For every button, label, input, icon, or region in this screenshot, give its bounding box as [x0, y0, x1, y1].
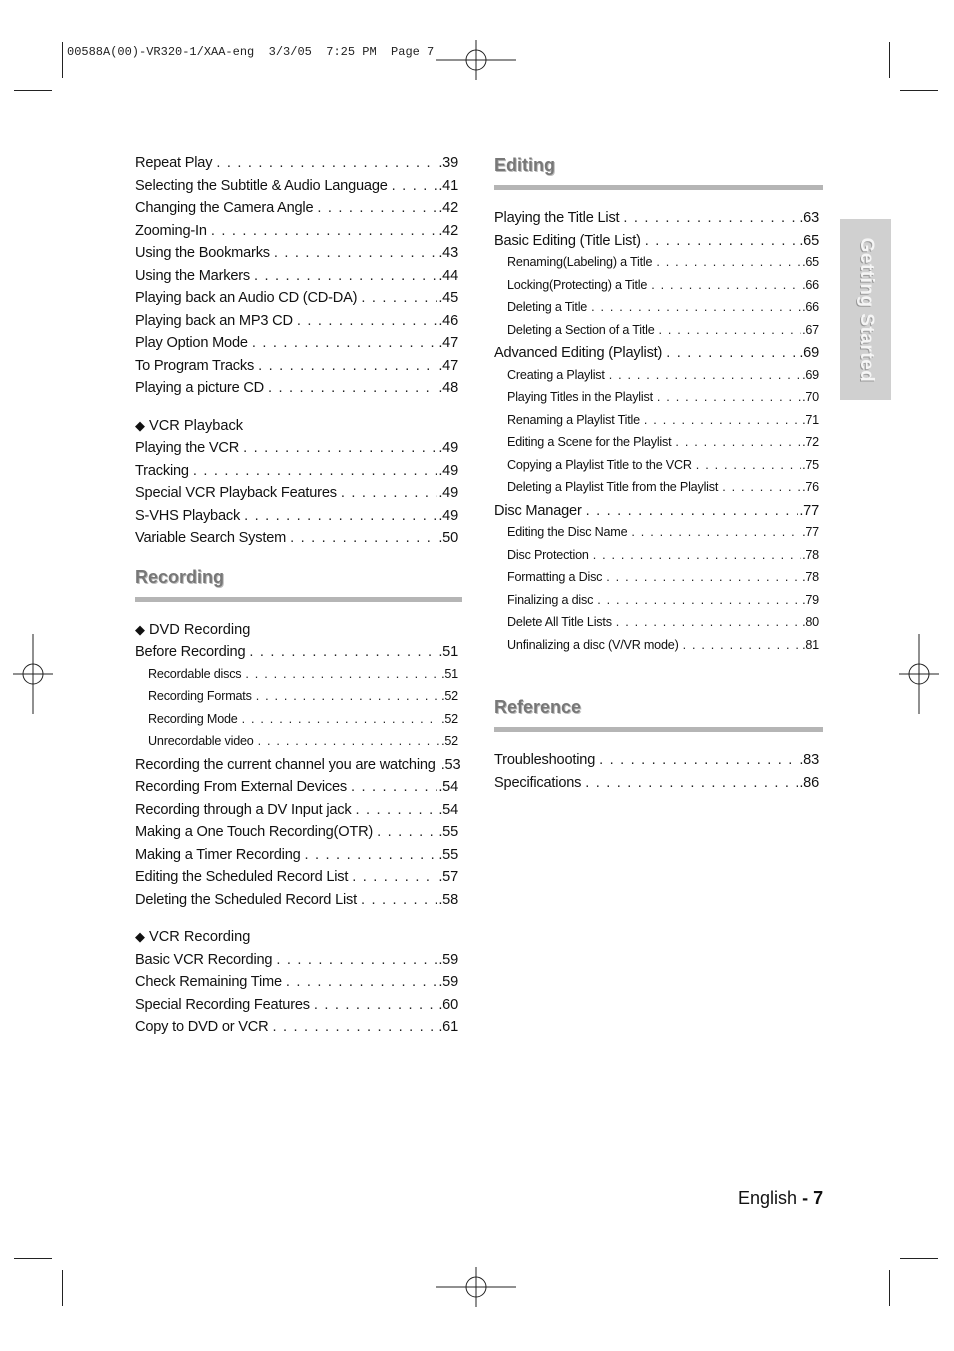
toc-entry-page: .83 [799, 752, 819, 768]
toc-entry-page: .86 [799, 774, 819, 791]
toc-entry-page: .42 [438, 200, 458, 216]
toc-entry [494, 458, 823, 481]
toc-entry-title: Playing back an MP3 CD [135, 312, 293, 329]
toc-entry [135, 313, 462, 336]
toc-entry-title: Finalizing a disc [507, 592, 594, 607]
toc-entry-page: .66 [802, 300, 819, 314]
toc-entry [135, 644, 462, 667]
crop-mark [889, 42, 890, 78]
dot-leader [341, 485, 437, 501]
toc-entry-page: .51 [438, 644, 458, 660]
dvd-recording-list [135, 644, 462, 914]
dot-leader [244, 508, 437, 524]
toc-entry-page: .49 [438, 507, 458, 524]
toc-entry-page: .79 [802, 592, 819, 607]
toc-entry [494, 233, 823, 256]
dot-leader [352, 869, 437, 885]
diamond-bullet-icon: ◆ [135, 417, 145, 433]
crop-mark [900, 1258, 938, 1259]
toc-entry-title: Using the Bookmarks [135, 245, 270, 261]
toc-entry-title: Advanced Editing (Playlist) [494, 345, 663, 361]
dot-leader [211, 223, 438, 239]
registration-mark-icon [436, 1267, 516, 1307]
toc-entry [135, 802, 462, 825]
toc-entry [494, 278, 823, 301]
toc-entry-page: .63 [799, 210, 819, 226]
registration-mark-icon [899, 634, 939, 714]
dvd-recording-subheading: ◆ DVD Recording [135, 621, 251, 638]
dot-leader [361, 290, 437, 306]
toc-entry-page: .65 [799, 232, 819, 249]
toc-entry-title: Editing the Disc Name [507, 525, 628, 539]
dot-leader [609, 368, 801, 382]
registration-mark-icon [13, 634, 53, 714]
dot-leader [272, 1019, 437, 1035]
toc-entry-title: Unfinalizing a disc (V/VR mode) [507, 637, 679, 652]
toc-entry-title: Delete All Title Lists [507, 615, 612, 629]
dot-leader [683, 638, 801, 652]
toc-entry-page: .41 [438, 177, 458, 194]
toc-entry [135, 847, 462, 870]
footer-separator: - [802, 1188, 809, 1208]
toc-entry [494, 525, 823, 548]
toc-entry [135, 290, 462, 313]
toc-entry-title: Disc Protection [507, 547, 589, 562]
toc-entry-title: Check Remaining Time [135, 974, 282, 990]
toc-entry-title: Special VCR Playback Features [135, 485, 337, 501]
toc-entry [494, 413, 823, 436]
crop-mark [889, 1270, 890, 1306]
toc-entry-page: .52 [441, 734, 458, 748]
dot-leader [616, 615, 801, 629]
dot-leader [297, 313, 437, 329]
toc-entry [494, 593, 823, 616]
toc-entry [494, 345, 823, 368]
dot-leader [258, 358, 437, 374]
toc-entry-title: Recording Mode [148, 711, 238, 726]
dot-leader [193, 463, 437, 479]
vcr-recording-list [135, 952, 462, 1042]
dot-leader [722, 480, 801, 494]
crop-mark [14, 1258, 52, 1259]
recording-section [135, 567, 462, 602]
dot-leader [249, 644, 437, 660]
dot-leader [585, 775, 798, 791]
toc-entry [135, 380, 462, 403]
dot-leader [252, 335, 438, 351]
print-header: 00588A(00)-VR320-1/XAA-eng 3/3/05 7:25 PM Page 7 [67, 45, 435, 59]
toc-entry-title: Editing a Scene for the Playlist [507, 435, 672, 449]
toc-entry-page: .80 [802, 615, 819, 629]
toc-entry [135, 335, 462, 358]
toc-entry-page: .54 [438, 801, 458, 818]
toc-entry-page: .69 [802, 367, 819, 382]
reference-section [494, 697, 823, 732]
toc-entry-page: .69 [799, 345, 819, 361]
toc-right-column [494, 155, 823, 797]
dot-leader [696, 458, 801, 472]
toc-entry-title: Changing the Camera Angle [135, 200, 314, 216]
reference-list [494, 752, 823, 797]
toc-entry-title: Variable Search System [135, 530, 287, 546]
toc-entry-page: .59 [438, 974, 458, 990]
toc-entry-page: .58 [438, 891, 458, 908]
toc-entry-title: Playing the Title List [494, 210, 620, 226]
toc-entry [135, 734, 462, 757]
toc-entry-title: Editing the Scheduled Record List [135, 869, 349, 885]
toc-entry-title: Making a One Touch Recording(OTR) [135, 824, 374, 840]
toc-entry-page: .71 [802, 412, 819, 427]
toc-entry [494, 480, 823, 503]
toc-entry-page: .52 [441, 689, 458, 703]
dot-leader [631, 525, 801, 539]
toc-entry [135, 869, 462, 892]
toc-entry-page: .78 [802, 570, 819, 584]
toc-entry-title: Playing the VCR [135, 440, 240, 456]
toc-entry-title: Formatting a Disc [507, 570, 603, 584]
dot-leader [286, 974, 437, 990]
dot-leader [599, 752, 798, 768]
dot-leader [606, 570, 801, 584]
toc-entry-title: Play Option Mode [135, 335, 248, 351]
toc-entry [135, 268, 462, 291]
toc-entry-title: Renaming(Labeling) a Title [507, 255, 653, 269]
toc-entry-title: Copy to DVD or VCR [135, 1019, 269, 1035]
toc-entry-page: .67 [802, 322, 819, 337]
toc-entry-title: Deleting a Title [507, 300, 588, 314]
crop-mark [900, 90, 938, 91]
toc-entry [494, 323, 823, 346]
section-title-recording: Recording [135, 566, 225, 587]
toc-entry-page: .55 [438, 846, 458, 863]
toc-entry-page: .61 [438, 1019, 458, 1035]
toc-entry [135, 200, 462, 223]
toc-entry [494, 775, 823, 798]
toc-entry [135, 463, 462, 486]
dot-leader [256, 689, 440, 703]
toc-entry-title: Special Recording Features [135, 996, 310, 1013]
dot-leader [356, 802, 438, 818]
toc-entry-page: .49 [438, 485, 458, 501]
toc-entry-page: .76 [802, 480, 819, 494]
dot-leader [314, 997, 437, 1013]
dot-leader [317, 200, 437, 216]
dot-leader [361, 892, 437, 908]
toc-entry-title: Specifications [494, 774, 582, 791]
toc-entry-page: .47 [438, 335, 458, 351]
diamond-bullet-icon: ◆ [135, 621, 145, 637]
toc-entry-page: .39 [438, 155, 458, 171]
toc-entry [494, 300, 823, 323]
toc-entry [135, 997, 462, 1020]
toc-entry [494, 752, 823, 775]
toc-entry-title: Zooming-In [135, 222, 207, 239]
toc-entry-title: Repeat Play [135, 155, 213, 171]
toc-entry [494, 435, 823, 458]
section-title-reference: Reference [494, 697, 582, 717]
toc-left-column [135, 155, 462, 1042]
toc-entry-title: Recordable discs [148, 666, 242, 681]
vcr-playback-list [135, 440, 462, 553]
toc-entry [135, 974, 462, 997]
toc-entry-title: Basic VCR Recording [135, 951, 273, 968]
dot-leader [651, 278, 801, 292]
crop-mark [14, 90, 52, 91]
toc-entry-title: Basic Editing (Title List) [494, 232, 641, 249]
dot-leader [675, 435, 801, 449]
toc-entry-title: Deleting the Scheduled Record List [135, 891, 357, 908]
crop-mark [62, 42, 63, 78]
toc-entry-page: .52 [441, 711, 458, 726]
chapter-side-tab [840, 219, 891, 400]
toc-entry-page: .50 [438, 530, 458, 546]
dot-leader [274, 245, 437, 261]
dot-leader [243, 440, 437, 456]
toc-entry-page: .43 [438, 245, 458, 261]
footer-page-number: 7 [813, 1188, 824, 1208]
dot-leader [268, 380, 437, 396]
dot-leader [290, 530, 437, 546]
toc-entry-title: Making a Timer Recording [135, 846, 301, 863]
toc-entry [494, 368, 823, 391]
toc-entry-title: Recording the current channel you are watching [135, 756, 436, 773]
toc-entry [494, 390, 823, 413]
section-divider [494, 727, 823, 732]
dot-leader [392, 178, 438, 194]
toc-entry-title: Playing a picture CD [135, 380, 265, 396]
vcr-recording-subheading: ◆ VCR Recording [135, 929, 251, 945]
section-divider [135, 597, 462, 602]
toc-entry-page: .81 [802, 637, 819, 652]
dot-leader [586, 503, 799, 519]
dot-leader [242, 712, 440, 726]
toc-entry-page: .78 [802, 547, 819, 562]
toc-entry [494, 210, 823, 233]
toc-entry-title: Recording through a DV Input jack [135, 801, 352, 818]
footer-language: English [738, 1188, 798, 1208]
toc-entry [135, 712, 462, 735]
diamond-bullet-icon: ◆ [135, 929, 145, 944]
toc-entry-title: Renaming a Playlist Title [507, 412, 640, 427]
toc-entry [135, 178, 462, 201]
dot-leader [591, 300, 801, 314]
toc-entry [494, 548, 823, 571]
dot-leader [351, 779, 437, 795]
toc-entry [494, 255, 823, 278]
dot-leader [593, 548, 801, 562]
toc-entry-page: .55 [438, 824, 458, 840]
toc-entry-title: S-VHS Playback [135, 507, 241, 524]
chapter-side-tab-label: Getting Started [855, 237, 877, 382]
toc-entry-page: .57 [438, 869, 458, 885]
dot-leader [623, 210, 798, 226]
toc-entry-page: .49 [438, 462, 458, 479]
toc-entry-page: .65 [802, 255, 819, 269]
toc-entry [135, 779, 462, 802]
toc-entry-title: To Program Tracks [135, 357, 255, 374]
toc-entry-page: .77 [802, 525, 819, 539]
toc-entry-page: .47 [438, 357, 458, 374]
toc-entry-page: .70 [802, 390, 819, 404]
dot-leader [644, 413, 801, 427]
toc-entry [135, 689, 462, 712]
dot-leader [245, 667, 440, 681]
toc-entry [494, 503, 823, 526]
toc-entry-title: Copying a Playlist Title to the VCR [507, 457, 692, 472]
dot-leader [659, 323, 802, 337]
dot-leader [656, 255, 801, 269]
dot-leader [645, 233, 799, 249]
toc-entry-page: .42 [438, 222, 458, 239]
section-divider [494, 185, 823, 190]
toc-entry-page: .54 [438, 779, 458, 795]
toc-entry-title: Troubleshooting [494, 752, 596, 768]
toc-entry [135, 485, 462, 508]
toc-entry-title: Deleting a Playlist Title from the Playlist [507, 480, 719, 494]
toc-entry [494, 570, 823, 593]
toc-entry-page: .60 [438, 996, 458, 1013]
dot-leader [377, 824, 437, 840]
toc-entry-title: Deleting a Section of a Title [507, 322, 655, 337]
dot-leader [666, 345, 798, 361]
editing-list [494, 210, 823, 660]
toc-entry [135, 530, 462, 553]
toc-entry [135, 155, 462, 178]
toc-entry-page: .48 [438, 380, 458, 396]
toc-entry [135, 757, 462, 780]
toc-entry-page: .75 [802, 457, 819, 472]
toc-entry-page: .59 [438, 951, 458, 968]
toc-entry [135, 440, 462, 463]
toc-entry-title: Unrecordable video [148, 734, 254, 748]
toc-entry-title: Before Recording [135, 644, 246, 660]
toc-entry-title: Recording From External Devices [135, 779, 347, 795]
toc-entry [135, 508, 462, 531]
toc-entry [494, 638, 823, 661]
toc-entry-page: .49 [438, 440, 458, 456]
toc-entry-page: .45 [438, 290, 458, 306]
dot-leader [258, 734, 440, 748]
toc-entry [135, 245, 462, 268]
vcr-playback-subheading: ◆ VCR Playback [135, 417, 244, 434]
section-title-editing: Editing [494, 155, 555, 175]
toc-entry [135, 223, 462, 246]
toc-entry-page: .66 [802, 277, 819, 292]
toc-entry [135, 667, 462, 690]
dot-leader [276, 952, 437, 968]
crop-mark [62, 1270, 63, 1306]
toc-entry [135, 952, 462, 975]
toc-entry [135, 358, 462, 381]
toc-entry-page: .72 [802, 435, 819, 449]
toc-entry-page: .53 [440, 756, 461, 773]
page-footer [738, 1188, 823, 1209]
toc-entry-title: Creating a Playlist [507, 367, 605, 382]
dot-leader [597, 593, 801, 607]
toc-entry-title: Locking(Protecting) a Title [507, 277, 648, 292]
dot-leader [305, 847, 438, 863]
toc-entry-title: Playing back an Audio CD (CD-DA) [135, 290, 358, 306]
toc-entry-page: .51 [441, 666, 458, 681]
toc-entry-page: .46 [438, 312, 458, 329]
toc-entry [135, 1019, 462, 1042]
toc-entry-title: Selecting the Subtitle & Audio Language [135, 177, 388, 194]
editing-section [494, 155, 823, 190]
toc-entry-title: Using the Markers [135, 267, 251, 284]
toc-entry-title: Disc Manager [494, 502, 582, 519]
toc-entry-title: Playing Titles in the Playlist [507, 390, 653, 404]
dot-leader [657, 390, 801, 404]
dot-leader [216, 155, 437, 171]
toc-entry-page: .77 [799, 502, 819, 519]
toc-entry-title: Tracking [135, 462, 189, 479]
playback-list [135, 155, 462, 403]
dot-leader [254, 268, 437, 284]
toc-entry [135, 892, 462, 915]
toc-entry [135, 824, 462, 847]
toc-entry [494, 615, 823, 638]
toc-entry-title: Recording Formats [148, 689, 252, 703]
toc-entry-page: .44 [438, 267, 458, 284]
registration-mark-icon [436, 40, 516, 80]
